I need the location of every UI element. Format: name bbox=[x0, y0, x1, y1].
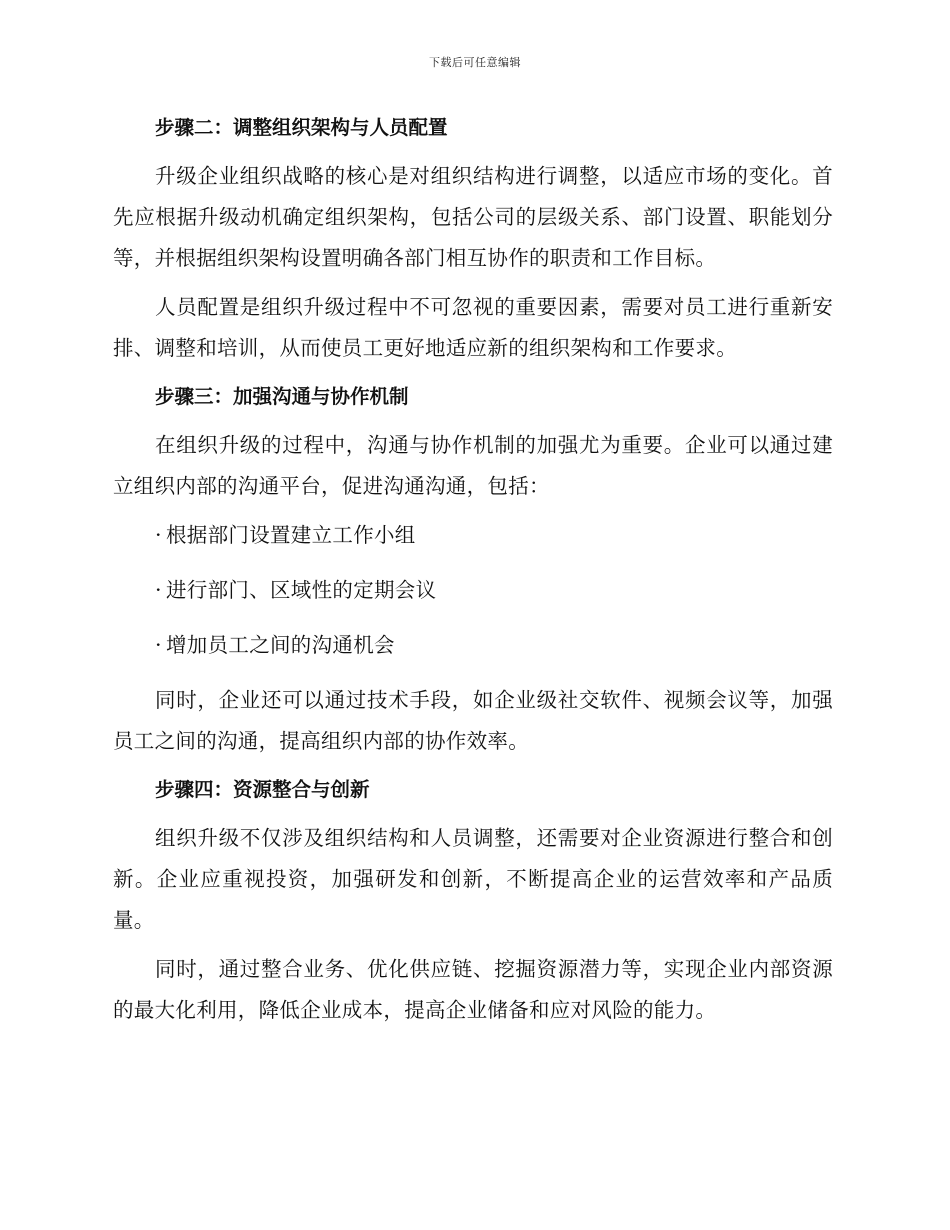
list-item bbox=[113, 515, 833, 556]
paragraph: 同时，通过整合业务、优化供应链、挖掘资源潜力等，实现企业内部资源的最大化利用，降低企业成本，提高企业储备和应对风险的能力。 bbox=[113, 957, 833, 1022]
section-heading-step-3: 步骤三：加强沟通与协作机制 bbox=[155, 385, 409, 408]
section-heading-step-4: 步骤四：资源整合与创新 bbox=[155, 778, 370, 801]
section-heading-step-2: 步骤二：调整组织架构与人员配置 bbox=[155, 116, 448, 139]
page-header: 下载后可任意编辑 bbox=[429, 56, 521, 69]
bullet-marker: · bbox=[155, 633, 162, 657]
paragraph: 人员配置是组织升级过程中不可忽视的重要因素，需要对员工进行重新安排、调整和培训，从而使员工更好地适应新的组织架构和工作要求。 bbox=[113, 295, 833, 360]
list-item-text: 增加员工之间的沟通机会 bbox=[166, 633, 395, 657]
bullet-marker: · bbox=[155, 578, 162, 602]
document-body bbox=[113, 108, 833, 1039]
paragraph: 同时，企业还可以通过技术手段，如企业级社交软件、视频会议等，加强员工之间的沟通，提高组织内部的协作效率。 bbox=[113, 688, 833, 753]
paragraph: 升级企业组织战略的核心是对组织结构进行调整，以适应市场的变化。首先应根据升级动机确定组织架构，包括公司的层级关系、部门设置、职能划分等，并根据组织架构设置明确各部门相互协作的职责和工作目标。 bbox=[113, 164, 833, 270]
list-item-text: 进行部门、区域性的定期会议 bbox=[166, 578, 437, 602]
list-item-text: 根据部门设置建立工作小组 bbox=[166, 523, 416, 547]
list-item bbox=[113, 570, 833, 611]
list-item bbox=[113, 625, 833, 666]
paragraph: 在组织升级的过程中，沟通与协作机制的加强尤为重要。企业可以通过建立组织内部的沟通平台，促进沟通沟通，包括： bbox=[113, 433, 833, 498]
paragraph: 组织升级不仅涉及组织结构和人员调整，还需要对企业资源进行整合和创新。企业应重视投资，加强研发和创新，不断提高企业的运营效率和产品质量。 bbox=[113, 826, 833, 932]
bullet-marker: · bbox=[155, 523, 162, 547]
